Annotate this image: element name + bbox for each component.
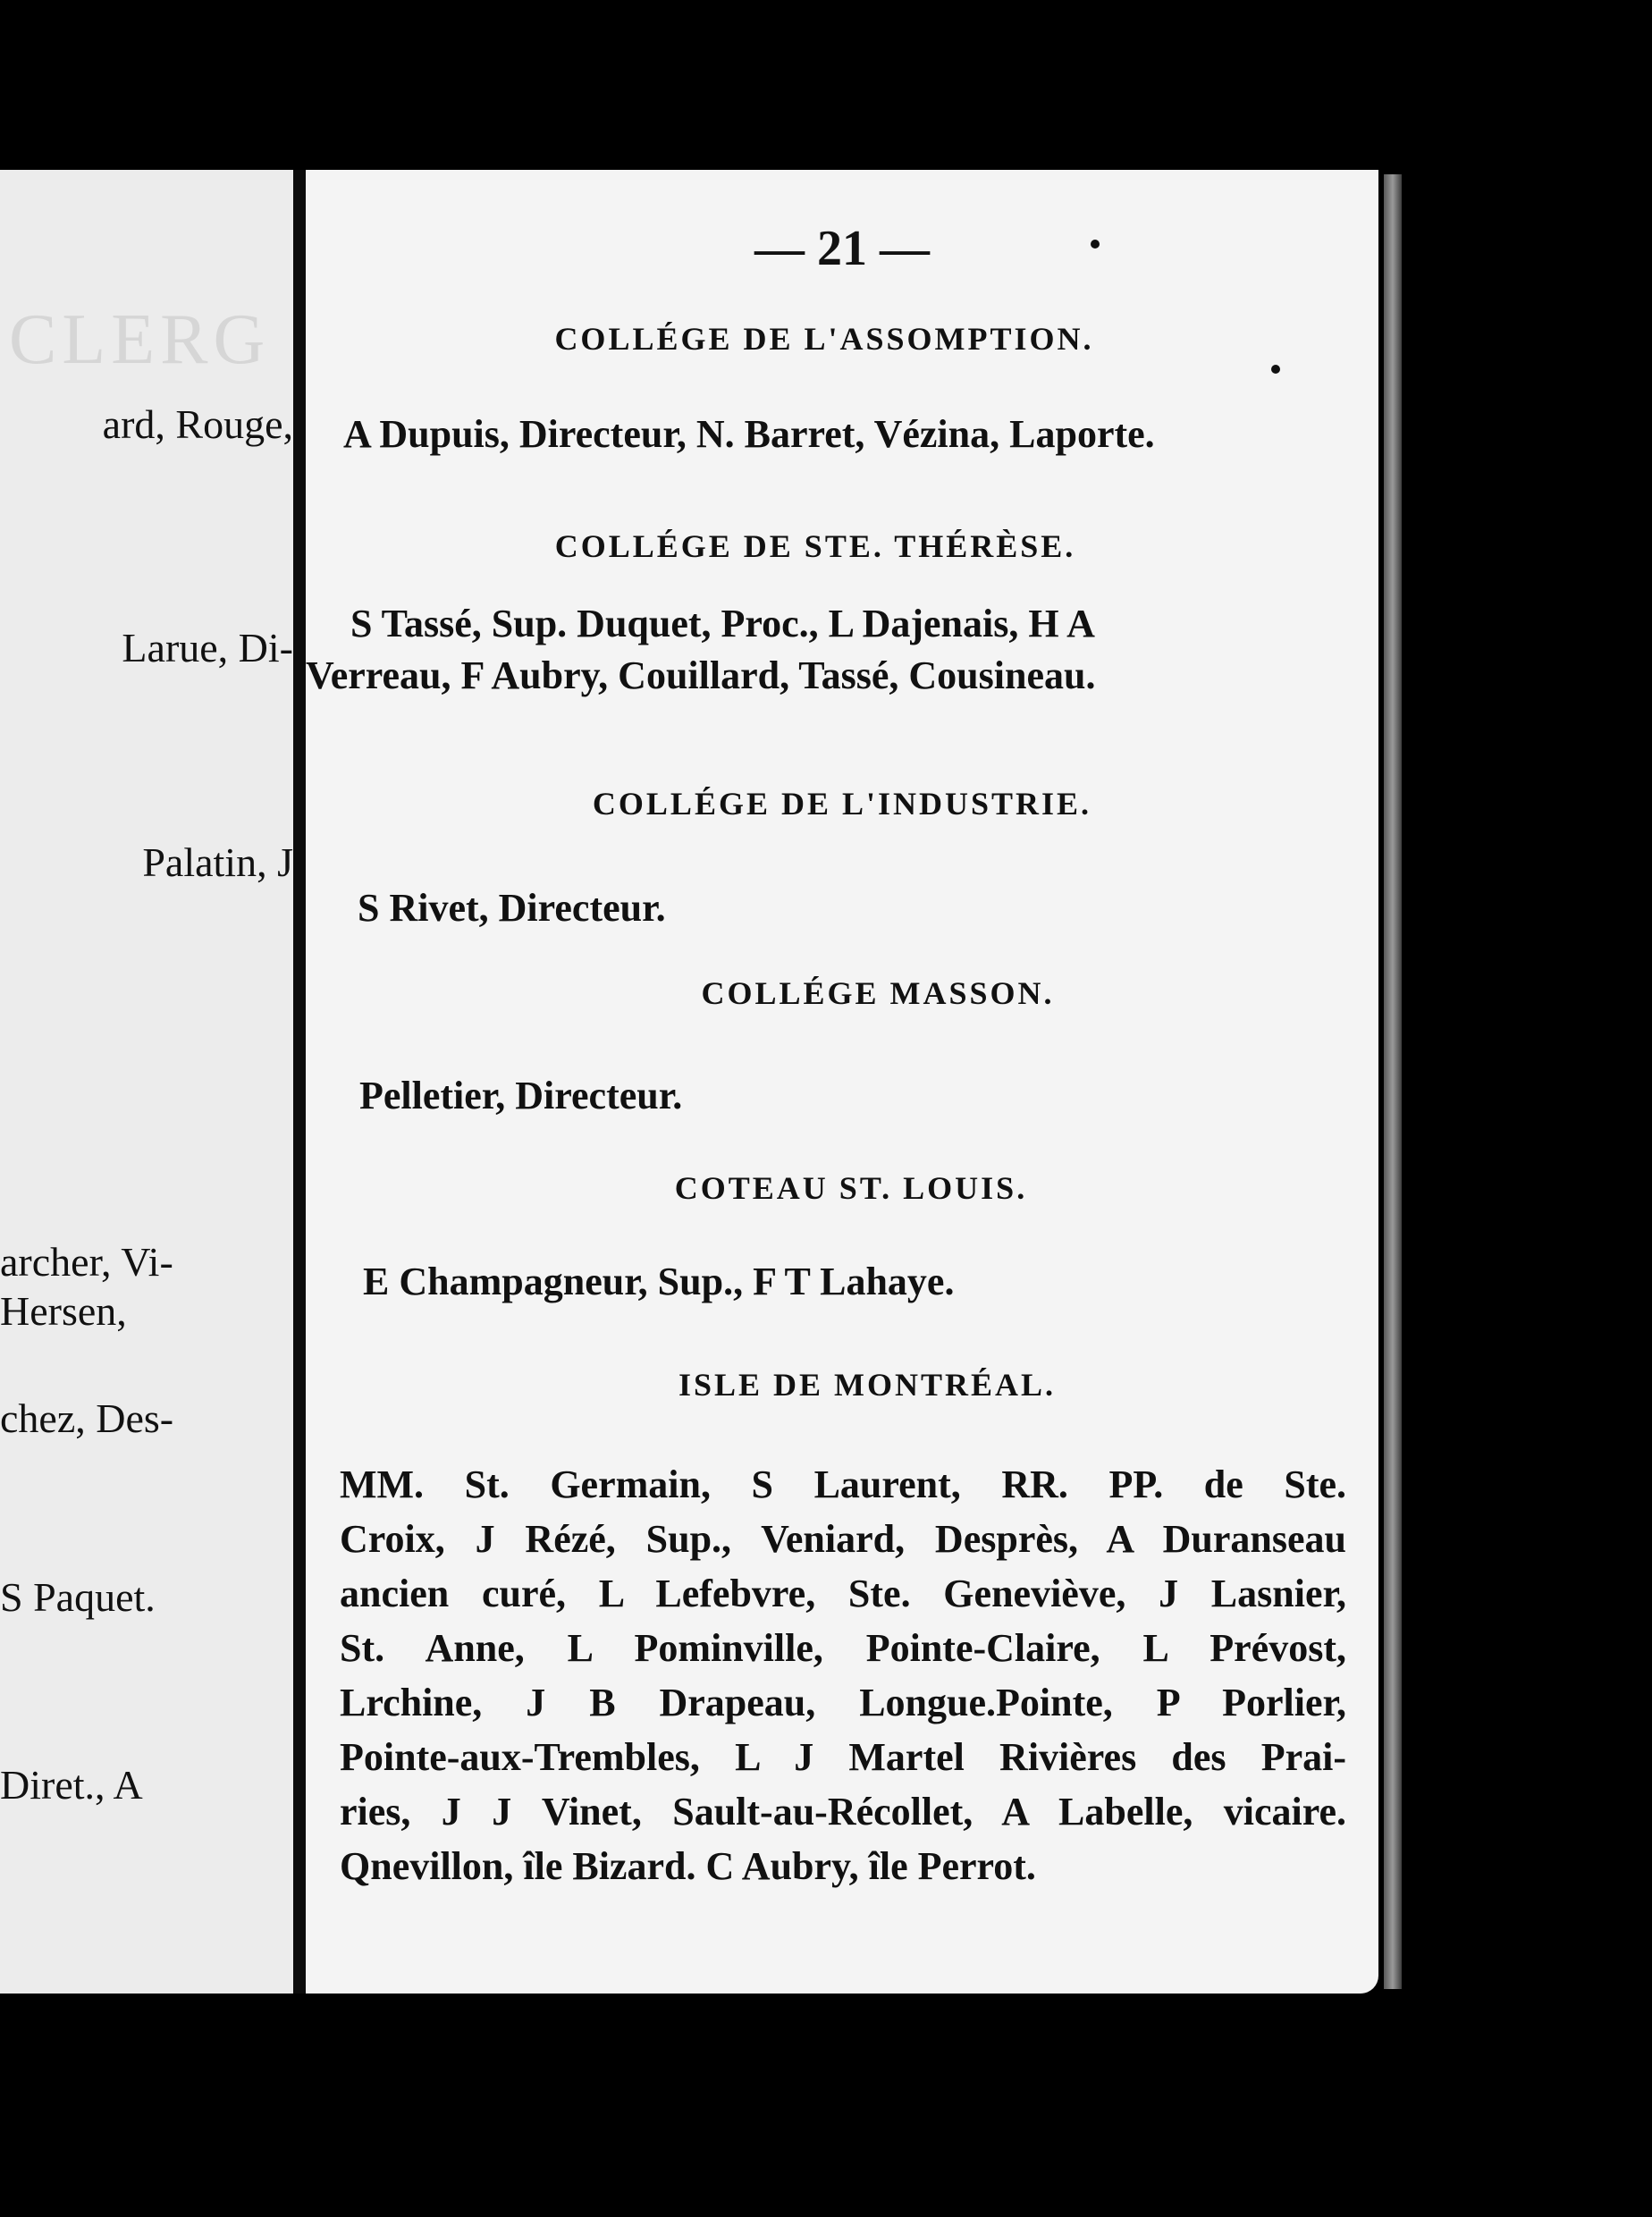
section-text-line: S Tassé, Sup. Duquet, Proc., L Dajenais, H A	[350, 602, 1095, 645]
left-page-fragment	[0, 170, 293, 1994]
section-text-line: Pelletier, Directeur.	[359, 1074, 683, 1117]
left-page-line: chez, Des-	[0, 1395, 174, 1441]
section-heading-masson: COLLÉGE MASSON.	[701, 975, 1055, 1011]
paragraph-line: ries, J J Vinet, Sault-au-Récollet, A Labelle, vicaire.	[340, 1790, 1346, 1833]
paragraph-line: Lrchine, J B Drapeau, Longue.Pointe, P Porlier,	[340, 1681, 1346, 1724]
left-page-line: Diret., A	[0, 1762, 143, 1808]
section-heading-assomption: COLLÉGE DE L'ASSOMPTION.	[554, 321, 1094, 357]
section-heading-coteau: COTEAU ST. LOUIS.	[674, 1170, 1028, 1206]
section-heading-montreal: ISLE DE MONTRÉAL.	[678, 1367, 1057, 1403]
paragraph-line: Croix, J Rézé, Sup., Veniard, Desprès, A Duranseau	[340, 1517, 1346, 1561]
left-page-line: archer, Vi-	[0, 1239, 173, 1285]
section-text-line: S Rivet, Directeur.	[358, 886, 666, 930]
paragraph-line: ancien curé, L Lefebvre, Ste. Geneviève, J Lasnier,	[340, 1572, 1346, 1615]
left-page-line: Larue, Di-	[122, 625, 293, 670]
left-page-bleed-header: CLERG	[9, 300, 271, 379]
montreal-paragraph	[340, 1462, 1346, 1898]
paragraph-line: Qnevillon, île Bizard. C Aubry, île Perrot.	[340, 1844, 1036, 1888]
left-page-line: Palatin, J	[142, 839, 293, 885]
paragraph-line: St. Anne, L Pominville, Pointe-Claire, L Prévost,	[340, 1626, 1346, 1670]
left-page-line: S Paquet.	[0, 1574, 156, 1620]
left-page-line: ard, Rouge,	[102, 401, 293, 447]
book-gutter	[293, 170, 306, 1994]
section-text-line: Verreau, F Aubry, Couillard, Tassé, Cousineau.	[306, 653, 1096, 697]
paragraph-line: MM. St. Germain, S Laurent, RR. PP. de Ste.	[340, 1463, 1346, 1506]
left-page-line: Hersen,	[0, 1288, 127, 1334]
section-heading-ste-therese: COLLÉGE DE STE. THÉRÈSE.	[554, 528, 1076, 564]
section-text-line: A Dupuis, Directeur, N. Barret, Vézina, Laporte.	[343, 412, 1155, 456]
section-text-line: E Champagneur, Sup., F T Lahaye.	[363, 1260, 955, 1303]
page-number: — 21 —	[754, 221, 930, 276]
page-edge	[1384, 174, 1402, 1989]
paragraph-line: Pointe-aux-Trembles, L J Martel Rivières des Prai-	[340, 1735, 1346, 1779]
ink-speck	[1271, 365, 1280, 374]
section-heading-industrie: COLLÉGE DE L'INDUSTRIE.	[592, 786, 1092, 822]
